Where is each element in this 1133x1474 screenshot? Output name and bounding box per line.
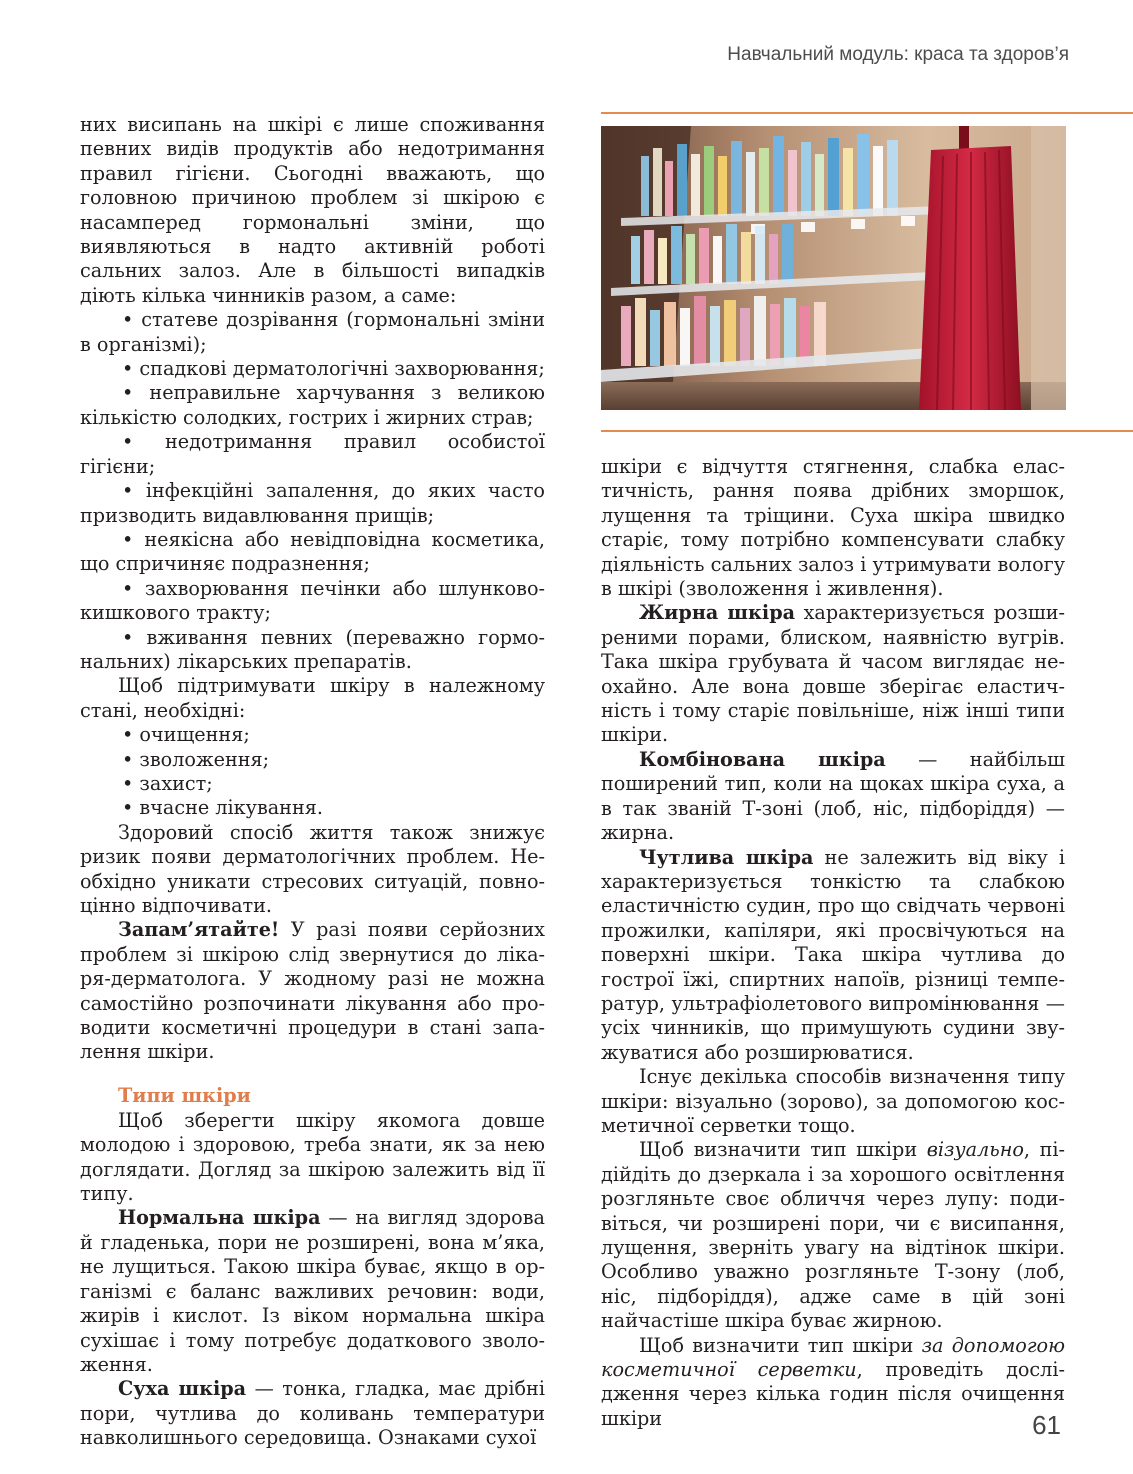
- paragraph: шкіри є відчуття стягнення, слабка еластичність, рання поява дрібних зморшок, лущення та тріщини. Суха шкіра швидко старіє, тому потрібно компенсувати слабку діяльність сальних залоз і утримувати вологу в шкірі (зволоження і живлення).: [601, 455, 1065, 601]
- term: Комбінована шкіра: [639, 747, 886, 771]
- paragraph: Щоб підтримувати шкіру в належному стані, необхідні:: [80, 674, 545, 722]
- remember-text: У разі появи серйозних проблем зі шкірою слід звернутися до лікаря-дерматолога. У жодному разі не можна самостійно розпочинати лікування або проводити косметичні процедури в стані запалення шкіри.: [80, 918, 545, 1064]
- text-fragment: Щоб визначити тип шкіри: [639, 1138, 927, 1162]
- left-column: [80, 113, 545, 1451]
- emphasis: за допомогою косметичної серветки: [601, 1333, 1065, 1382]
- emphasis: візуально: [926, 1138, 1024, 1162]
- text-fragment: Щоб визначити тип шкіри: [639, 1333, 922, 1357]
- list-item: • спадкові дерматологічні захворювання;: [122, 357, 545, 381]
- list-item: • інфекційні запалення, до яких часто призводить видавлювання прищів;: [80, 479, 545, 527]
- term-text: не залежить від віку і характеризується тонкістю та слабкою еластичністю судин, про що свідчать червоні прожилки, капіляри, які просвічуються на поверхні шкіри. Така шкіра чутлива до гострої їжі, спиртних напоїв, різниці температур, ультрафіолетового випромінювання — усіх чинників, що примушують судини звужуватися або розширюватися.: [601, 845, 1066, 1064]
- list-item: • вживання певних (переважно гормональних) лікарських препаратів.: [80, 625, 545, 673]
- list-item: • статеве дозрівання (гормональні зміни в організмі);: [80, 308, 545, 356]
- list-item: • захист;: [122, 771, 213, 795]
- list-item: • зволоження;: [122, 747, 270, 771]
- term: Нормальна шкіра: [118, 1206, 321, 1230]
- paragraph: Щоб зберегти шкіру якомога довше молодою і здоровою, треба знати, як за нею доглядати. Догляд за шкірою залежить від її типу.: [80, 1108, 545, 1206]
- oily-skin-paragraph: [601, 601, 1065, 747]
- dry-skin-paragraph: [80, 1377, 545, 1450]
- term-text: характеризується розширеними порами, блиском, наявністю вугрів. Така шкіра грубувата й часом виглядає неохайно. Але вона довше зберігає еластичність і тому старіє повільніше, ніж інші типи шкіри.: [601, 601, 1065, 747]
- napkin-method-paragraph: [601, 1334, 1065, 1432]
- photo-top-rule: [601, 112, 1133, 114]
- remember-paragraph: [80, 918, 545, 1064]
- cosmetics-shelves-photo: [601, 126, 1066, 410]
- list-item: • неправильне харчування з великою кількістю солодких, гострих і жирних страв;: [80, 381, 545, 429]
- photo-frame: [601, 112, 1133, 432]
- paragraph: Існує декілька способів визначення типу шкіри: візуально (зорово), за допомогою косметичної серветки тощо.: [601, 1065, 1065, 1137]
- combo-skin-paragraph: [601, 748, 1065, 846]
- list-item: • очищення;: [122, 723, 250, 747]
- photo-bottom-rule: [601, 430, 1133, 432]
- paragraph: них висипань на шкірі є лише споживання певних видів продуктів або недотримання правил гігієни. Сьогодні вважають, що головною причиною проблем зі шкірою є насамперед гормональні зміни, що виявляються в надто активній роботі сальних залоз. Але в більшості випадків діють кілька чинників разом, а саме:: [80, 113, 545, 307]
- term: Суха шкіра: [118, 1377, 247, 1401]
- term: Чутлива шкіра: [639, 845, 814, 869]
- term-text: — тонка, гладка, має дрібні пори, чутлива до коливань температури навколишнього середовища. Ознаками сухої: [80, 1377, 545, 1450]
- list-item: • захворювання печінки або шлунково-кишкового тракту;: [80, 576, 545, 625]
- running-head: Навчальний модуль: краса та здоров’я: [727, 44, 1069, 65]
- normal-skin-paragraph: [80, 1206, 545, 1377]
- term-text: — на вигляд здорова й гладенька, пори не розширені, вона м’яка, не лущиться. Такою шкіра буває, якщо в організмі є баланс важливих речовин: води, жирів і кислот. Із віком нормальна шкіра сухішає і тому потребує додаткового зволоження.: [80, 1206, 545, 1376]
- paragraph: Здоровий спосіб життя також знижує ризик появи дерматологічних проблем. Необхідно уникати стресових ситуацій, повноцінно відпочивати.: [80, 820, 545, 917]
- sensitive-skin-paragraph: [601, 846, 1065, 1066]
- cosmetics-shelves-illustration: [601, 126, 1066, 410]
- text-fragment: , підійдіть до дзеркала і за хорошого освітлення розгляньте своє обличчя через лупу: подивіться, чи розширені пори, чи є висипання, лущення, зверніть увагу на відтінок шкіри. Особливо уважно розгляньте Т-зону (лоб, ніс, підборіддя), адже саме в цій зоні найчастіше шкіра буває жирною.: [601, 1138, 1065, 1333]
- list-item: • вчасне лікування.: [122, 796, 323, 820]
- page-number: 61: [1032, 1410, 1061, 1440]
- right-column: [601, 455, 1065, 1431]
- list-item: • неякісна або невідповідна косметика, що спричиняє подразнення;: [80, 527, 545, 576]
- term: Жирна шкіра: [639, 601, 796, 625]
- remember-label: Запам’ятайте!: [118, 918, 280, 942]
- section-heading: Типи шкіри: [118, 1083, 251, 1107]
- visual-method-paragraph: [601, 1138, 1065, 1333]
- term-text: — найбільш поширений тип, коли на щоках шкіра суха, а в так званій Т-зоні (лоб, ніс, підборіддя) — жирна.: [601, 747, 1065, 845]
- list-item: • недотримання правил особистої гігієни;: [80, 430, 545, 478]
- text-fragment: , проведіть дослідження через кілька годин після очищення шкіри: [601, 1358, 1065, 1430]
